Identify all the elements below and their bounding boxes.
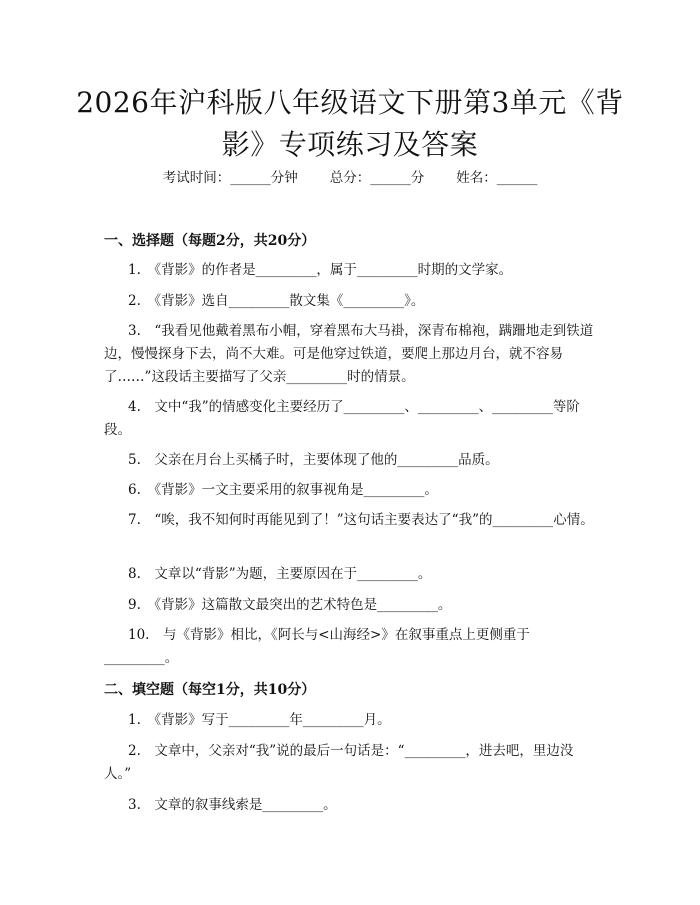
section-fill-title: 二、填空题（每空1分，共10分）: [104, 682, 316, 698]
exam-info-line: [0, 168, 700, 188]
question-item: 5. 父亲在月台上买橘子时，主要体现了他的_________品质。: [128, 452, 499, 468]
total-score: 总分：______分: [329, 170, 425, 186]
student-name: 姓名：______: [456, 170, 538, 186]
question-item: 1. 《背影》写于_________年_________月。: [128, 712, 391, 728]
question-item: 4. 文中“我”的情感变化主要经历了_________、_________、_________等阶段。: [104, 399, 580, 438]
question-item: 9. 《背影》这篇散文最突出的艺术特色是_________。: [128, 597, 452, 613]
question-item: 7. “唉，我不知何时再能见到了！”这句话主要表达了“我”的_________心情。: [128, 512, 594, 528]
question-item: 10. 与《背影》相比，《阿长与<山海经>》在叙事重点上更侧重于_________。: [104, 627, 530, 666]
document-title: 2026年沪科版八年级语文下册第3单元《背影》专项练习及答案: [76, 86, 624, 161]
question-item: 1. 《背影》的作者是_________，属于_________时期的文学家。: [128, 262, 513, 278]
section-choice-title: 一、选择题（每题2分，共20分）: [104, 233, 316, 249]
question-item: 3. 文章的叙事线索是_________。: [128, 797, 337, 813]
question-item: 2. 文章中，父亲对“我”说的最后一句话是：“_________，进去吧，里边没人。”: [104, 743, 574, 782]
question-item: 6. 《背影》一文主要采用的叙事视角是_________。: [128, 482, 438, 498]
question-item: 2. 《背影》选自_________散文集《_________》。: [128, 293, 425, 309]
question-item: 3. “我看见他戴着黑布小帽，穿着黑布大马褂，深青布棉袍，蹒跚地走到铁道边，慢慢探身下去，尚不大难。可是他穿过铁道，要爬上那边月台，就不容易了……”这段话主要描写了父亲_________时的情景。: [104, 323, 594, 385]
question-item: 8. 文章以“背影”为题，主要原因在于_________。: [128, 566, 432, 582]
exam-time: 考试时间：______分钟: [162, 170, 298, 186]
